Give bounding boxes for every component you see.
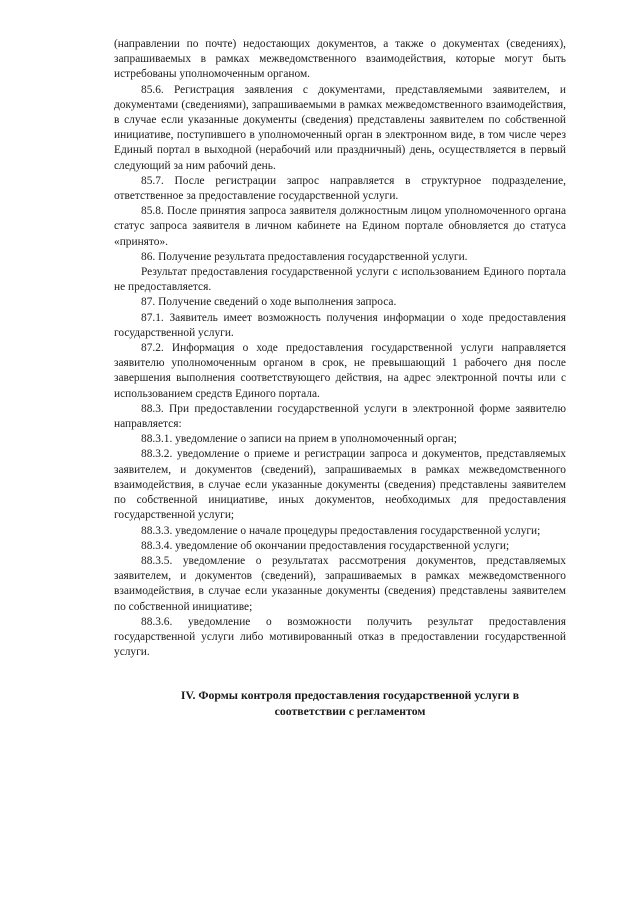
paragraph-6: Результат предоставления государственной услуги с использованием Единого портала не предоставляется.: [114, 266, 566, 294]
paragraph-9: 87.2. Информация о ходе предоставления государственной услуги направляется заявителю уполномоченным органом в срок, не превышающий 1 рабочего дня после завершения выполнения соответствующего действия, на адрес электронной почты или с использованием средств Единого портала.: [114, 342, 566, 400]
paragraph-3: 85.7. После регистрации запрос направляется в структурное подразделение, ответственное за предоставление государственной услуги.: [114, 174, 566, 203]
paragraph-2: 85.6. Регистрация заявления с документами, представляемыми заявителем, и документами (сведениями), запрашиваемыми в рамках межведомственного взаимодействия, в случае если указанные документы (сведения) представлены заявителем по собственной инициативе, поступившего в уполномоченный орган в электронном виде, в том числе через Единый портал в выходной (нерабочий или праздничный) день, осуществляется в первый следующий за ним рабочий день.: [114, 83, 566, 172]
section-heading-line-2: соответствии с регламентом: [274, 703, 426, 718]
paragraph-10: 88.3. При предоставлении государственной услуги в электронной форме заявителю направляется:: [114, 402, 566, 431]
section-heading: [114, 688, 566, 719]
paragraph-7: 87. Получение сведений о ходе выполнения запроса.: [141, 296, 397, 309]
paragraph-13: 88.3.3. уведомление о начале процедуры предоставления государственной услуги;: [141, 524, 541, 537]
paragraph-15: 88.3.5. уведомление о результатах рассмотрения документов, представляемых заявителем, и документов (сведений), запрашиваемых в рамках межведомственного взаимодействия, в случае если указанные документы (сведения) представлены заявителем по собственной инициативе;: [114, 554, 566, 613]
paragraph-12: 88.3.2. уведомление о приеме и регистрации запроса и документов, представляемых заявителем, и документов (сведений), запрашиваемых в рамках межведомственного взаимодействия, в случае если указанные документы (сведения) представлены заявителем по собственной инициативе, иных документов, необходимых для предоставления государственной услуги;: [114, 448, 566, 522]
paragraph-1: (направлении по почте) недостающих документов, а также о документах (сведениях), запрашиваемых в рамках межведомственного взаимодействия, которые могут быть истребованы уполномоченным органом.: [114, 38, 566, 81]
paragraph-14: 88.3.4. уведомление об окончании предоставления государственной услуги;: [141, 539, 510, 552]
paragraph-16: 88.3.6. уведомление о возможности получить результат предоставления государственной услуги либо мотивированный отказ в предоставлении государственной услуги.: [114, 615, 566, 659]
paragraph-11: 88.3.1. уведомление о записи на прием в уполномоченный орган;: [141, 433, 457, 446]
paragraph-8: 87.1. Заявитель имеет возможность получения информации о ходе предоставления государственной услуги.: [114, 311, 566, 339]
paragraph-5: 86. Получение результата предоставления государственной услуги.: [141, 250, 468, 263]
paragraph-4: 85.8. После принятия запроса заявителя должностным лицом уполномоченного органа статус запроса заявителя в личном кабинете на Едином портале обновляется до статуса «принято».: [114, 205, 566, 248]
document-page: [114, 37, 566, 719]
section-heading-line-1: IV. Формы контроля предоставления государственной услуги в: [180, 688, 520, 703]
